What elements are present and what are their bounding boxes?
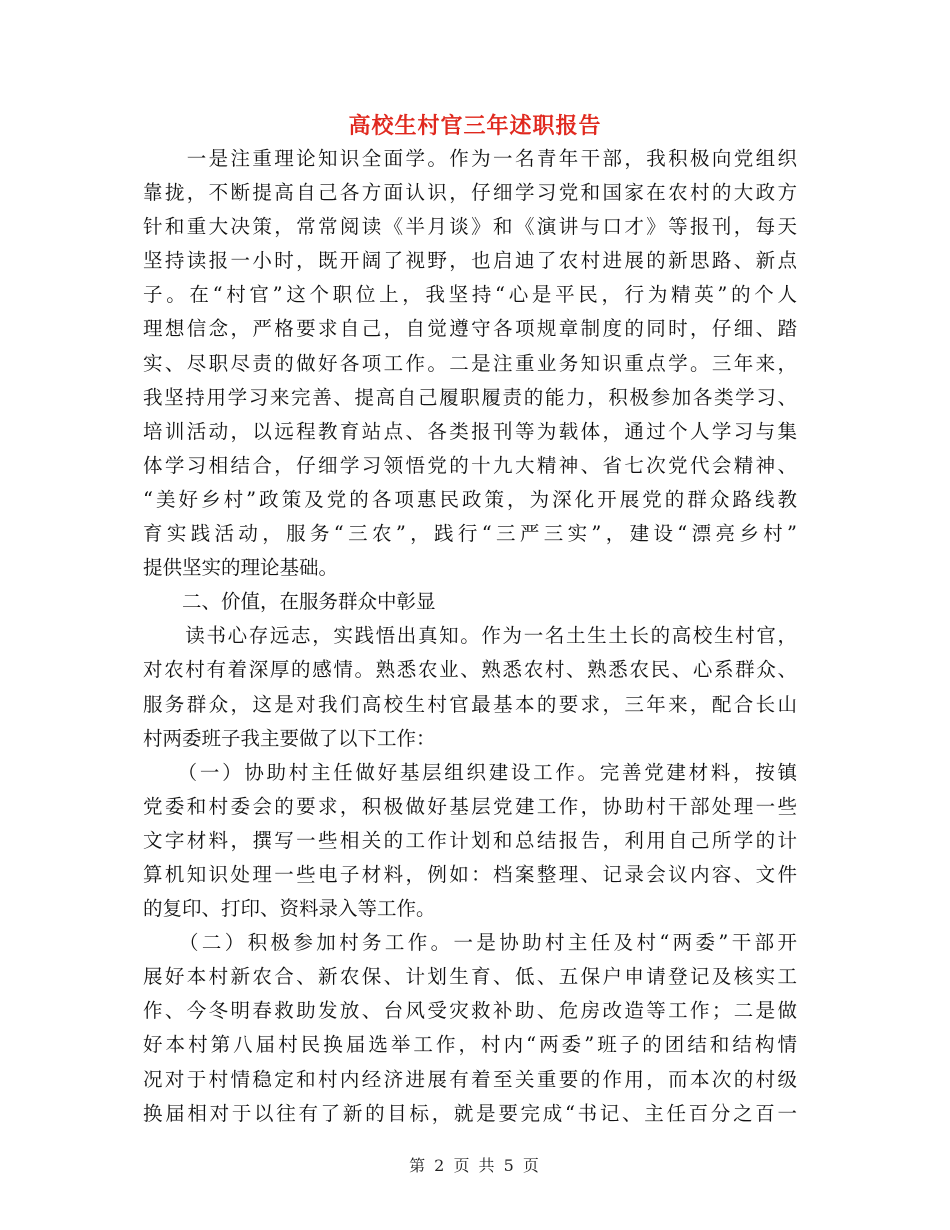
text-line: 对农村有着深厚的感情。熟悉农业、熟悉农村、熟悉农民、心系群众、 bbox=[143, 658, 797, 682]
page-footer: 第 2 页 共 5 页 bbox=[409, 1156, 541, 1175]
text-line: 坚持读报一小时，既开阔了视野，也启迪了农村进展的新思路、新点 bbox=[143, 249, 797, 273]
text-line: 我坚持用学习来完善、提高自己履职履责的能力，积极参加各类学习、 bbox=[143, 385, 797, 409]
text-line: 好本村第八届村民换届选举工作，村内“两委”班子的团结和结构情 bbox=[143, 1033, 797, 1057]
text-line: 针和重大决策，常常阅读《半月谈》和《演讲与口才》等报刊，每天 bbox=[143, 215, 797, 239]
text-line: 服务群众，这是对我们高校生村官最基本的要求，三年来，配合长山 bbox=[143, 692, 797, 716]
text-line: 子。在“村官”这个职位上，我坚持“心是平民，行为精英”的个人 bbox=[143, 283, 797, 307]
text-line: 党委和村委会的要求，积极做好基层党建工作，协助村干部处理一些 bbox=[143, 794, 797, 818]
text-line: 换届相对于以往有了新的目标，就是要完成“书记、主任百分之百一 bbox=[143, 1101, 797, 1125]
text-line: “美好乡村”政策及党的各项惠民政策，为深化开展党的群众路线教 bbox=[143, 487, 797, 511]
text-line: （一）协助村主任做好基层组织建设工作。完善党建材料，按镇 bbox=[143, 760, 797, 784]
text-line: 实、尽职尽责的做好各项工作。二是注重业务知识重点学。三年来， bbox=[143, 351, 797, 375]
text-line: （二）积极参加村务工作。一是协助村主任及村“两委”干部开 bbox=[143, 931, 797, 955]
document-body bbox=[143, 142, 797, 1131]
text-line: 文字材料，撰写一些相关的工作计划和总结报告，利用自己所学的计 bbox=[143, 828, 797, 852]
text-line: 的复印、打印、资料录入等工作。 bbox=[143, 897, 436, 921]
text-line: 算机知识处理一些电子材料，例如：档案整理、记录会议内容、文件 bbox=[143, 862, 797, 886]
text-line: 况对于村情稳定和村内经济进展有着至关重要的作用，而本次的村级 bbox=[143, 1067, 797, 1091]
text-line: 靠拢，不断提高自己各方面认识，仔细学习党和国家在农村的大政方 bbox=[143, 181, 797, 205]
text-line: 体学习相结合，仔细学习领悟党的十九大精神、省七次党代会精神、 bbox=[143, 453, 797, 477]
text-line: 二、价值，在服务群众中彰显 bbox=[143, 590, 436, 614]
text-line: 育实践活动，服务“三农”，践行“三严三实”，建设“漂亮乡村” bbox=[143, 522, 797, 546]
text-line: 培训活动，以远程教育站点、各类报刊等为载体，通过个人学习与集 bbox=[143, 419, 797, 443]
text-line: 提供坚实的理论基础。 bbox=[143, 556, 339, 580]
text-line: 读书心存远志，实践悟出真知。作为一名土生土长的高校生村官， bbox=[143, 624, 797, 648]
text-line: 一是注重理论知识全面学。作为一名青年干部，我积极向党组织 bbox=[143, 147, 797, 170]
text-line: 作、今冬明春救助发放、台风受灾救补助、危房改造等工作；二是做 bbox=[143, 999, 797, 1023]
text-line: 村两委班子我主要做了以下工作： bbox=[143, 726, 436, 750]
document-title: 高校生村官三年述职报告 bbox=[348, 113, 602, 139]
text-line: 理想信念，严格要求自己，自觉遵守各项规章制度的同时，仔细、踏 bbox=[143, 317, 797, 341]
text-line: 展好本村新农合、新农保、计划生育、低、五保户申请登记及核实工 bbox=[143, 965, 797, 989]
